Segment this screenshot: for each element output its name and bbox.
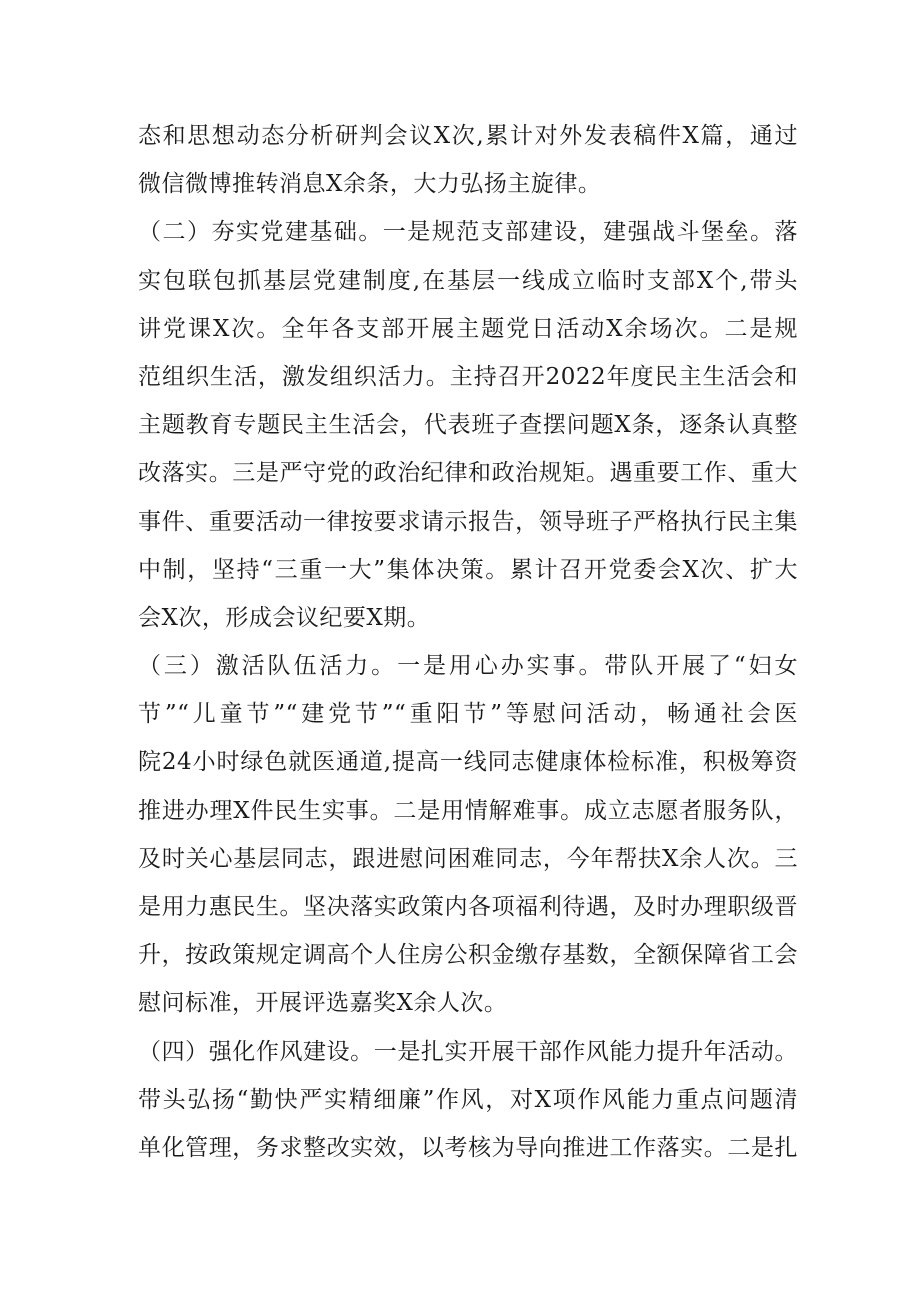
- text-line: 范组织生活，激发组织活力。主持召开2022年度民主生活会和: [138, 363, 798, 390]
- text-line: 事件、重要活动一律按要求请示报告，领导班子严格执行民主集: [138, 508, 798, 535]
- text-line: 升，按政策规定调高个人住房公积金缴存基数，全额保障省工会: [138, 942, 798, 969]
- text-line: 中制，坚持“三重一大”集体决策。累计召开党委会X次、扩大: [138, 556, 798, 583]
- text-line: 带头弘扬“勤快严实精细廉”作风，对X项作风能力重点问题清: [138, 1086, 798, 1113]
- text-line: 主题教育专题民主生活会，代表班子查摆问题X条，逐条认真整: [138, 412, 798, 439]
- text-line: 改落实。三是严守党的政治纪律和政治规矩。遇重要工作、重大: [138, 460, 798, 487]
- text-line: 节”“儿童节”“建党节”“重阳节”等慰问活动，畅通社会医: [138, 701, 798, 728]
- text-line: 及时关心基层同志，跟进慰问困难同志，今年帮扶X余人次。三: [138, 845, 798, 872]
- text-line: 微信微博推转消息X余条，大力弘扬主旋律。: [138, 171, 602, 198]
- text-line: 态和思想动态分析研判会议X次,累计对外发表稿件X篇，通过: [138, 123, 798, 149]
- document-body: [138, 112, 798, 1172]
- text-line: 会X次，形成会议纪要X期。: [138, 604, 431, 631]
- text-line: 院24小时绿色就医通道,提高一线同志健康体检标准，积极筹资: [138, 749, 798, 776]
- text-line: （三）激活队伍活力。一是用心办实事。带队开展了“妇女: [138, 653, 798, 680]
- text-line: 推进办理X件民生实事。二是用情解难事。成立志愿者服务队，: [138, 797, 798, 824]
- text-line: 实包联包抓基层党建制度,在基层一线成立临时支部X个,带头: [138, 267, 798, 294]
- text-line: 单化管理，务求整改实效，以考核为导向推进工作落实。二是扎: [138, 1134, 798, 1161]
- text-line: （四）强化作风建设。一是扎实开展干部作风能力提升年活动。: [138, 1038, 798, 1065]
- text-line: （二）夯实党建基础。一是规范支部建设，建强战斗堡垒。落: [138, 219, 798, 246]
- text-line: 是用力惠民生。坚决落实政策内各项福利待遇，及时办理职级晋: [138, 894, 798, 920]
- text-line: 慰问标准，开展评选嘉奖X余人次。: [138, 990, 508, 1017]
- text-line: 讲党课X次。全年各支部开展主题党日活动X余场次。二是规: [138, 315, 798, 342]
